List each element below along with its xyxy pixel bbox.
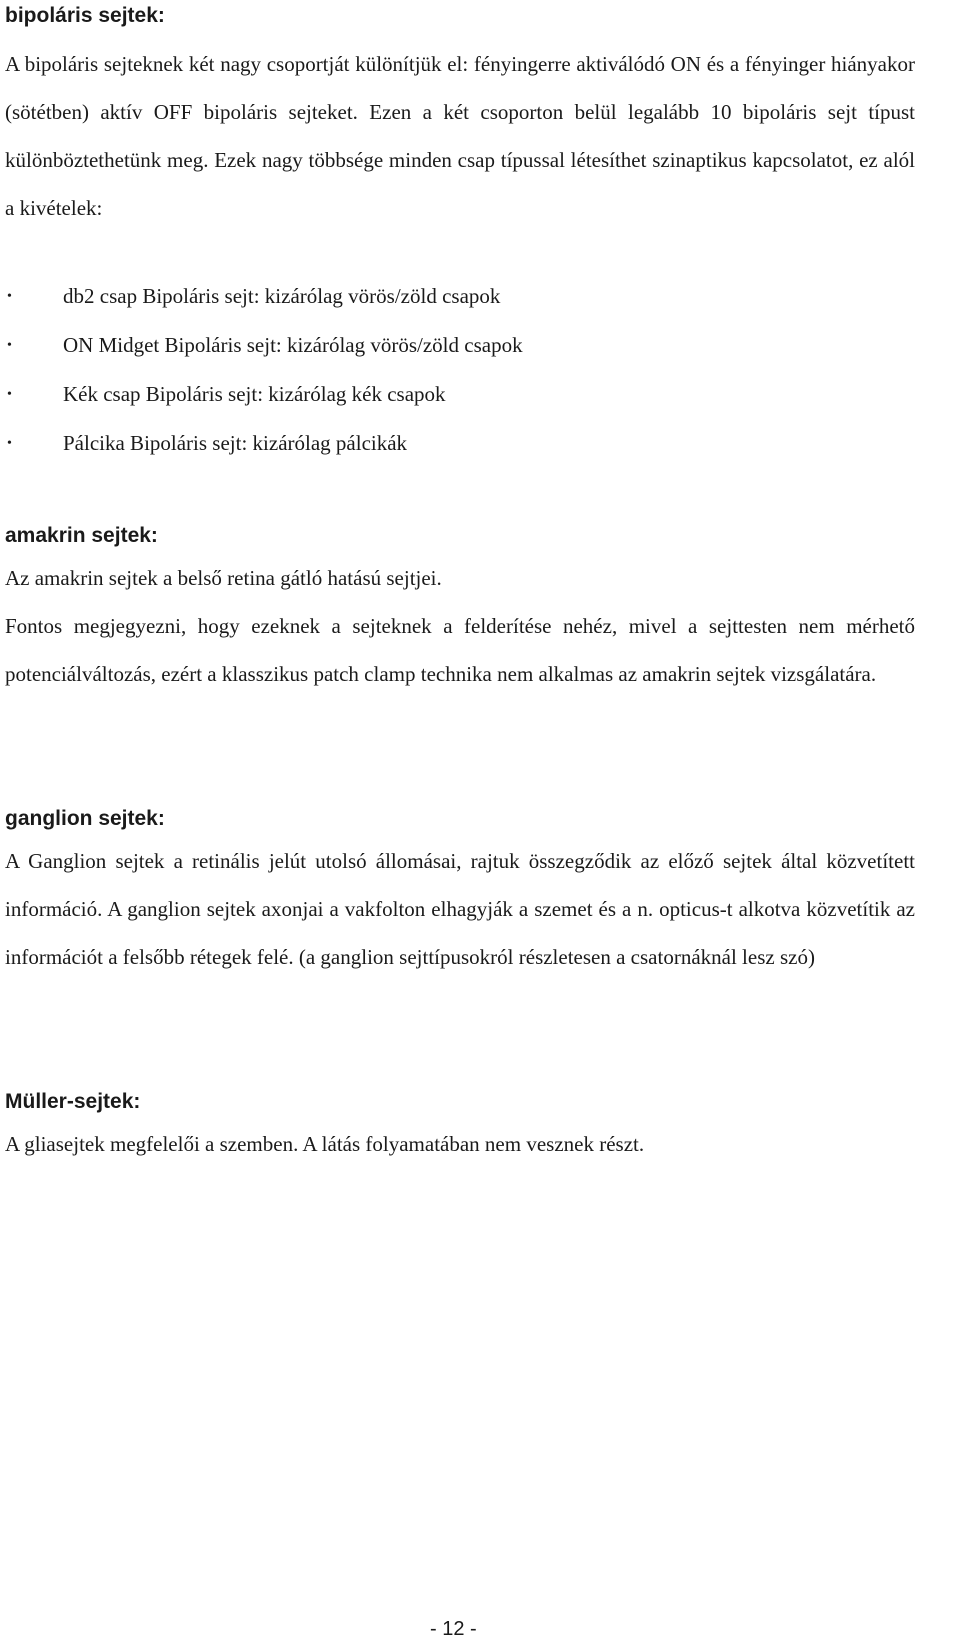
page-number: - 12 - (430, 1618, 477, 1640)
section-title-muller: Müller-sejtek: (5, 1090, 141, 1113)
bullet-icon: • (7, 289, 12, 304)
list-item-text: db2 csap Bipoláris sejt: kizárólag vörös/zöld csapok (63, 284, 501, 308)
list-item-text: Kék csap Bipoláris sejt: kizárólag kék csapok (63, 382, 446, 406)
section-body-amacrine (5, 554, 915, 698)
list-item-text: Pálcika Bipoláris sejt: kizárólag pálcikák (63, 431, 408, 455)
bipolar-exception-list (5, 272, 915, 468)
list-item (5, 321, 915, 370)
ganglion-paragraph: A Ganglion sejtek a retinális jelút utolsó állomásai, rajtuk összegződik az előző sejtek által közvetített információ. A ganglion sejtek axonjai a vakfolton elhagyják a szemet és a n. opticus-t alkotva közvetítik az információt a felsőbb rétegek felé. (a ganglion sejttípusokról részletesen a csatornáknál lesz szó) (5, 849, 915, 969)
section-title-amacrine: amakrin sejtek: (5, 524, 158, 547)
section-body-ganglion (5, 837, 915, 981)
bullet-icon: • (7, 338, 12, 353)
list-item (5, 370, 915, 419)
amacrine-line: Az amakrin sejtek a belső retina gátló hatású sejtjei. (5, 566, 442, 590)
bipolar-paragraph: A bipoláris sejteknek két nagy csoportját különítjük el: fényingerre aktiválódó ON és a fényinger hiányakor (sötétben) aktív OFF bipoláris sejteket. Ezen a két csoporton belül legalább 10 bipoláris sejt típust különböztethetünk meg. Ezek nagy többsége minden csap típussal létesíthet szinaptikus kapcsolatot, ez alól a kivételek: (5, 52, 915, 220)
list-item (5, 272, 915, 321)
muller-paragraph: A gliasejtek megfelelői a szemben. A látás folyamatában nem vesznek részt. (5, 1132, 645, 1156)
section-title-ganglion: ganglion sejtek: (5, 807, 165, 830)
amacrine-paragraph: Fontos megjegyezni, hogy ezeknek a sejteknek a felderítése nehéz, mivel a sejttesten nem mérhető potenciálváltozás, ezért a klasszikus patch clamp technika nem alkalmas az amakrin sejtek vizsgálatára. (5, 614, 915, 686)
bullet-icon: • (7, 436, 12, 451)
section-title-bipolar: bipoláris sejtek: (5, 4, 165, 27)
section-body-bipolar (5, 16, 915, 232)
bullet-icon: • (7, 387, 12, 402)
section-body-muller (5, 1120, 915, 1168)
list-item (5, 419, 915, 468)
list-item-text: ON Midget Bipoláris sejt: kizárólag vörös/zöld csapok (63, 333, 523, 357)
